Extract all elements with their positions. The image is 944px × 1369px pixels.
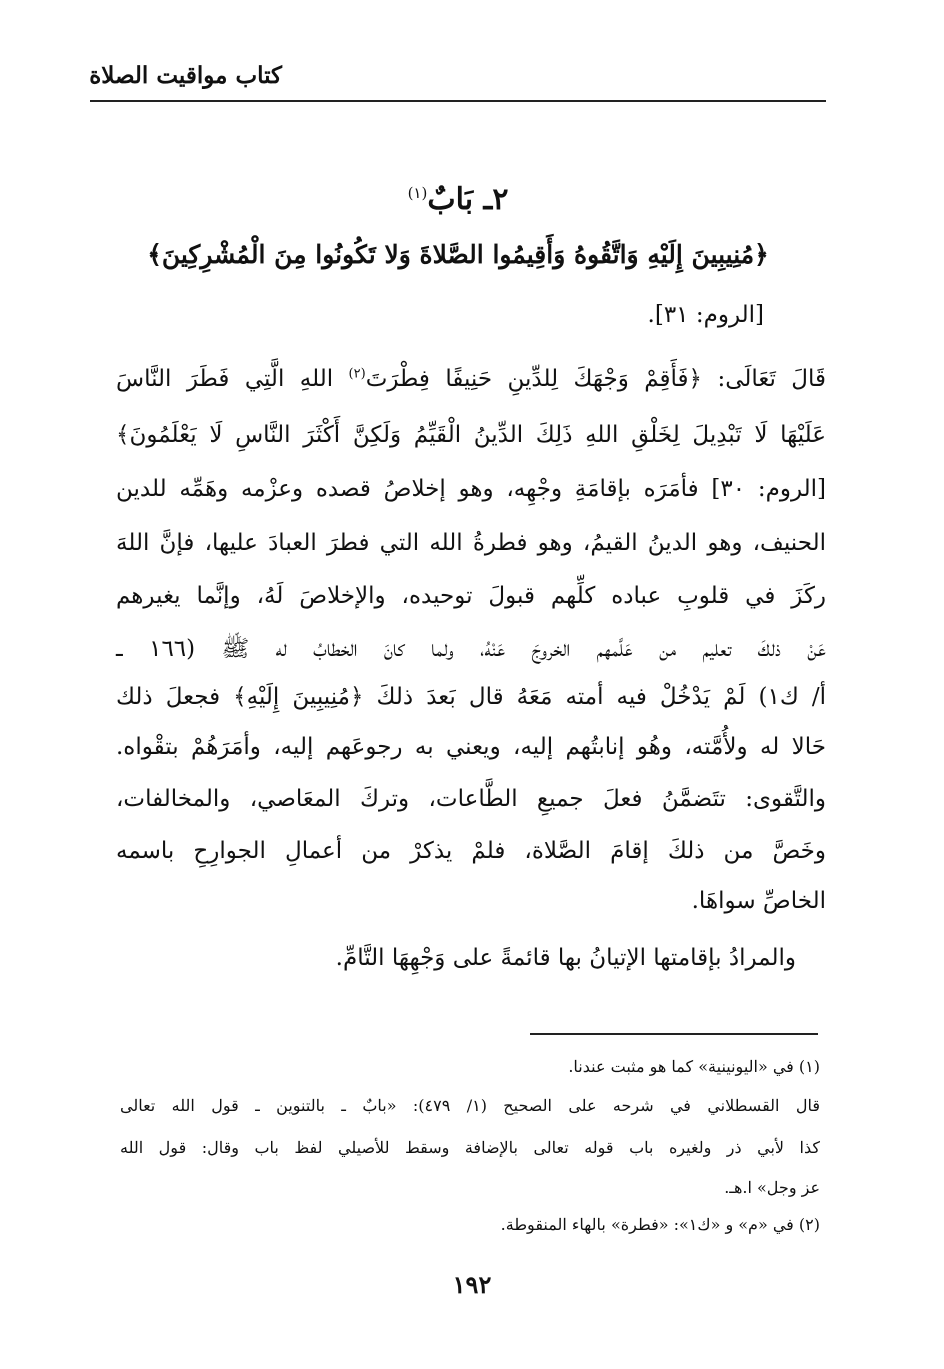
footnote-rule <box>530 1033 818 1035</box>
footnote-1: (١) في «اليونينية» كما هو مثبت عندنا. <box>568 1057 820 1076</box>
footnote-1-line-3: كذا لأبي ذر ولغيره باب قوله تعالى بالإضافة وسقط للأصيلي لفظ باب وقال: قول الله <box>120 1138 821 1157</box>
chapter-footnote-marker: (١) <box>407 184 428 202</box>
running-header: كتاب مواقيت الصلاة <box>89 62 282 89</box>
body-line-3: [الروم: ٣٠] فأمَرَه بإقامَةِ وجْهِه، وهو إخلاصُ قصده وعزْمه وهَمِّه للدين <box>116 476 827 502</box>
body-line-11: الخاصِّ سواهَا. <box>691 888 826 914</box>
verse-heading: ﴿مُنِيبِينَ إِلَيْهِ وَاتَّقُوهُ وَأَقِيمُوا الصَّلاةَ وَلا تَكُونُوا مِنَ الْمُشْرِكِينَ﴾ <box>147 240 769 269</box>
chapter-heading <box>90 182 826 217</box>
header-rule <box>90 100 826 102</box>
body-line-1-start: قَالَ تَعَالَى: ﴿فَأَقِمْ وَجْهَكَ لِلدِّينِ حَنِيفًا فِطْرَتَ <box>365 366 827 392</box>
page-number: ١٩٢ <box>452 1270 492 1299</box>
verse-reference: [الروم: ٣١]. <box>647 302 764 328</box>
body-line-1 <box>116 366 826 392</box>
body-line-8: حَالا له ولأُمَّته، وهُو إنابتُهم إليه، ويعني به رجوعَهم إليه، وأمَرَهُمْ بتقْواه. <box>116 734 826 760</box>
footnote-2: (٢) في «م» و «ك١»: «فطرة» بالهاء المنقوطة. <box>500 1215 820 1234</box>
body-line-1-tail: اللهِ الَّتِي فَطَرَ النَّاسَ <box>116 366 334 392</box>
closing-paragraph: والمرادُ بإقامتها الإتيانُ بها قائمةً على وَجْهِهَا التَّامِّ. <box>335 945 796 971</box>
chapter-title: ٢ـ بَابٌ <box>427 182 509 217</box>
footnote-marker-2: (٢) <box>348 366 366 382</box>
footnote-1-line-4: عز وجل» ا.هـ. <box>724 1178 820 1197</box>
body-line-10: وخَصَّ من ذلكَ إقامَ الصَّلاة، فلمْ يذكرْ من أعمالِ الجوارِحِ باسمه <box>116 838 826 864</box>
body-line-9: والتَّقوى: تتَضمَّنُ فعلَ جميعِ الطَّاعات، وتركَ المعَاصي، والمخالفات، <box>116 786 826 812</box>
body-line-4: الحنيف، وهو الدينُ القيمُ، وهو فطرةُ الله التي فطرَ العبادَ عليها، فإنَّ اللهَ <box>116 530 826 556</box>
footnote-1-line-2: قال القسطلاني في شرحه على الصحيح (١/ ٤٧٩): «بابٌ ـ بالتنوين ـ قول الله تعالى <box>120 1096 820 1115</box>
body-line-2: عَلَيْهَا لَا تَبْدِيلَ لِخَلْقِ اللهِ ذَلِكَ الدِّينُ الْقَيِّمُ وَلَكِنَّ أَكْثَرَ النَّاسِ لَا يَعْلَمُونَ﴾ <box>116 422 826 448</box>
body-line-6: عَنْ ذلكَ تعليم من عَلَّمهم الخروجَ عَنْهُ، ولما كانَ الخطابُ له ﷺ (١٦٦ ـ <box>116 636 826 662</box>
body-line-5: ركَزَ في قلوبِ عباده كلِّهم قبولَ توحيده، والإخلاصَ لَهُ، وإنَّما يغيرهم <box>116 583 826 609</box>
body-line-7: أ/ ك١) لَمْ يَدْخُلْ فيه أمته مَعَهُ قال بَعدَ ذلكَ ﴿مُنِيبِينَ إِلَيْهِ﴾ فجعلَ ذلك <box>116 684 826 710</box>
